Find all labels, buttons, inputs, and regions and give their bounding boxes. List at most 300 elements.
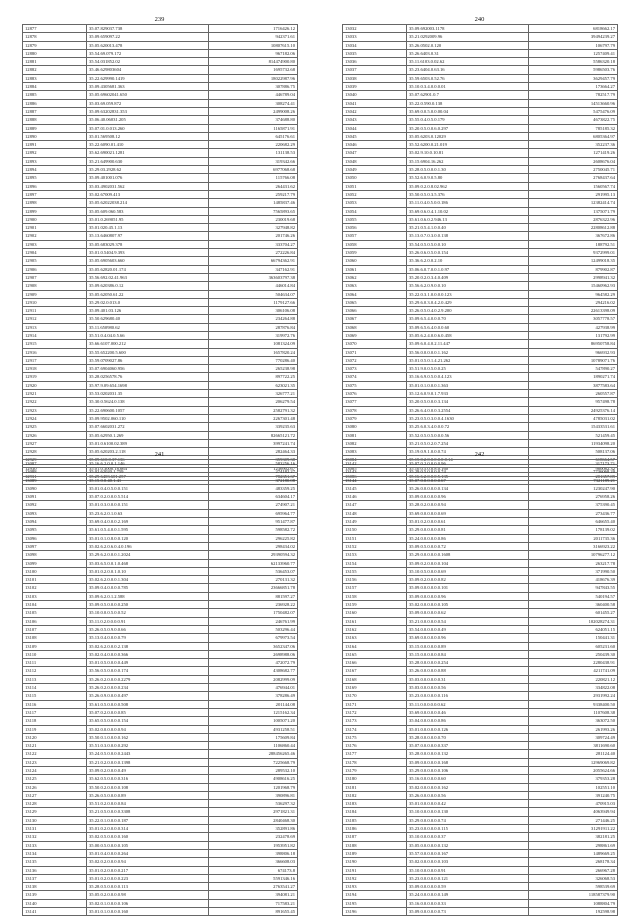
table-row — [23, 74, 298, 82]
code-cell: 35.11.0.4.0.5.0.0.186 — [407, 199, 529, 207]
row-id-cell: 13185 — [343, 816, 407, 824]
table-row — [343, 725, 618, 733]
amount-cell: 957498.78 — [529, 398, 618, 406]
table-row — [23, 33, 298, 41]
row-id-cell: 13087 — [23, 460, 87, 468]
amount-cell: 150441.31 — [529, 634, 618, 642]
row-id-cell: 13102 — [23, 584, 87, 592]
row-id-cell: 13080 — [343, 423, 407, 431]
table-row — [23, 468, 298, 476]
table-row — [23, 439, 298, 447]
table-row — [343, 282, 618, 290]
table-row — [23, 501, 298, 509]
amount-cell: 1230247.90 — [529, 484, 618, 492]
code-cell: 35.54.0.5.0.5.0.0.10 — [407, 240, 529, 248]
row-id-cell: 13091 — [23, 493, 87, 501]
table-row — [23, 265, 298, 273]
amount-cell: 232478.69 — [209, 833, 298, 841]
table-row — [23, 414, 298, 422]
amount-cell: 1005071.20 — [209, 717, 298, 725]
row-id-cell: 13095 — [23, 526, 87, 534]
code-cell: 35.01.0.3000.18.664 — [87, 464, 209, 472]
code-cell: 35.29.0.0.0.0.0.0.81 — [407, 526, 529, 534]
amount-cell: 289532.10 — [209, 766, 298, 774]
row-id-cell: 12924 — [23, 414, 87, 422]
table-row — [343, 74, 618, 82]
amount-cell: 3997241.74 — [209, 439, 298, 447]
code-cell: 35.11.650980.62 — [87, 323, 209, 331]
amount-cell: 10807615.10 — [209, 41, 298, 49]
table-row — [343, 25, 618, 33]
row-id-cell: 13146 — [343, 493, 407, 501]
row-id-cell: 13068 — [343, 323, 407, 331]
table-row — [23, 518, 298, 526]
code-cell: 35.26.0.0.0.0.0.0.134 — [407, 484, 529, 492]
code-cell: 35.52.6200.0.21.019 — [407, 141, 529, 149]
code-cell: 35.01.0.2.0.0.0.0.223 — [87, 874, 209, 882]
row-id-cell: 13157 — [343, 584, 407, 592]
row-id-cell: 13067 — [343, 315, 407, 323]
code-cell: 35.56.0.0.0.0.0.1.162 — [407, 348, 529, 356]
row-id-cell: 12900 — [23, 215, 87, 223]
code-cell: 35.09.0.0.0.0.0.0.96 — [407, 493, 529, 501]
page-240 — [342, 16, 617, 481]
amount-cell: 39494239.27 — [529, 33, 618, 41]
table-row — [343, 609, 618, 617]
code-cell: 35.59.0709027.86 — [87, 356, 209, 364]
table-row — [343, 49, 618, 57]
table-row — [343, 816, 618, 824]
amount-cell: 178139.02 — [529, 526, 618, 534]
code-cell: 35.05.620203.2.118 — [87, 448, 209, 456]
table-row — [23, 733, 298, 741]
table-row — [343, 190, 618, 198]
row-id-cell: 12925 — [23, 423, 87, 431]
row-id-cell: 12906 — [23, 265, 87, 273]
row-id-cell: 13144 — [343, 476, 407, 484]
amount-cell: 2768437.64 — [529, 174, 618, 182]
amount-cell: 339235.63 — [209, 423, 298, 431]
table-row — [343, 908, 618, 916]
table-row — [23, 149, 298, 157]
table-row — [23, 116, 298, 124]
code-cell: 35.16.6.2.0.0.1.146 — [87, 460, 209, 468]
row-id-cell: 13178 — [343, 758, 407, 766]
code-cell: 35.02.0.0.0.0.0.0.105 — [407, 601, 529, 609]
table-row — [23, 199, 298, 207]
table-row — [23, 534, 298, 542]
code-cell: 35.25.6.0.3.4.0.0.0.72 — [407, 423, 529, 431]
amount-cell: 583256.16 — [209, 460, 298, 468]
amount-cell: 605231.60 — [529, 642, 618, 650]
amount-cell: 271446.25 — [529, 816, 618, 824]
code-cell: 35.23.0.0.0.0.0.0.115 — [407, 825, 529, 833]
row-id-cell: 13110 — [23, 650, 87, 658]
code-cell: 35.04.0.0.0.0.0.0.86 — [407, 717, 529, 725]
table-row — [343, 476, 618, 484]
table-row — [343, 66, 618, 74]
amount-cell: 770286.40 — [209, 356, 298, 364]
amount-cell: 1106860.44 — [209, 742, 298, 750]
code-cell: 35.05.62950.1.269 — [87, 431, 209, 439]
code-cell: 35.01.0.5404.9.393 — [87, 249, 209, 257]
row-id-cell: 13147 — [343, 501, 407, 509]
row-id-cell: 13042 — [343, 107, 407, 115]
code-cell: 35.22.629990.1419 — [87, 74, 209, 82]
table-row — [23, 567, 298, 575]
row-id-cell: 13057 — [343, 232, 407, 240]
row-id-cell: 12914 — [23, 331, 87, 339]
table-row — [343, 625, 618, 633]
amount-cell: 951477.87 — [209, 518, 298, 526]
table-row — [23, 83, 298, 91]
table-row — [343, 501, 618, 509]
table-row — [343, 116, 618, 124]
code-cell: 35.05.6905603.660 — [87, 257, 209, 265]
amount-cell: 268178.34 — [529, 858, 618, 866]
row-id-cell: 12917 — [23, 356, 87, 364]
code-cell: 35.09.6.5.6.4.0.0.0.60 — [407, 323, 529, 331]
amount-cell: 4211741.09 — [529, 667, 618, 675]
amount-cell: 785185.32 — [529, 124, 618, 132]
row-id-cell: 13125 — [23, 775, 87, 783]
row-id-cell: 13107 — [23, 625, 87, 633]
code-cell: 35.16.6.9.0.5.0.0.4.123 — [407, 373, 529, 381]
row-id-cell: 13048 — [343, 157, 407, 165]
amount-cell: 2750045.71 — [529, 166, 618, 174]
code-cell: 35.28.0.5.0.0.0.1.30 — [407, 166, 529, 174]
amount-cell: 288456265.46 — [209, 750, 298, 758]
table-row — [23, 526, 298, 534]
code-cell: 35.28.0.2.0.0.0.0.94 — [407, 501, 529, 509]
amount-cell: 674173.8 — [209, 866, 298, 874]
code-cell: 35.20.0.5.0.0.0.3.134 — [407, 398, 529, 406]
amount-cell: 319342.66 — [209, 157, 298, 165]
row-id-cell: 13130 — [23, 816, 87, 824]
table-row — [23, 899, 298, 907]
amount-cell: 966932.93 — [529, 348, 618, 356]
table-row — [343, 891, 618, 899]
table-row — [23, 675, 298, 683]
table-row — [343, 398, 618, 406]
amount-cell: 374688.80 — [209, 116, 298, 124]
code-cell: 35.09.0.2.0.0.0.0.49 — [87, 766, 209, 774]
row-id-cell: 13143 — [343, 468, 407, 476]
table-row — [23, 684, 298, 692]
row-id-cell: 12909 — [23, 290, 87, 298]
row-id-cell: 13051 — [343, 182, 407, 190]
amount-cell: 131792.99 — [529, 331, 618, 339]
row-id-cell: 13133 — [23, 841, 87, 849]
table-row — [23, 609, 298, 617]
amount-cell: 9338400.50 — [529, 700, 618, 708]
row-id-cell: 13137 — [23, 874, 87, 882]
code-cell: 35.29.0.0.0.0.0.0.1608 — [407, 551, 529, 559]
code-cell: 35.09.0.5.0.0.0.0.250 — [87, 601, 209, 609]
row-id-cell: 13052 — [343, 190, 407, 198]
table-row — [343, 423, 618, 431]
row-id-cell: 13152 — [343, 542, 407, 550]
row-id-cell: 12898 — [23, 199, 87, 207]
amount-cell: 259217.79 — [209, 190, 298, 198]
row-id-cell: 13182 — [343, 791, 407, 799]
row-id-cell: 12910 — [23, 298, 87, 306]
amount-cell: 5586320.18 — [529, 58, 618, 66]
code-cell: 35.52.0.5.0.5.0.0.0.56 — [407, 431, 529, 439]
table-row — [23, 584, 298, 592]
amount-cell: 264431.62 — [209, 182, 298, 190]
amount-cell: 82665121.72 — [209, 431, 298, 439]
row-id-cell: 12928 — [23, 448, 87, 456]
amount-cell: 352891.86 — [209, 825, 298, 833]
code-cell: 35.10.0.0.0.5.0.0.52 — [87, 609, 209, 617]
amount-cell: 814474900.80 — [209, 58, 298, 66]
table-row — [343, 331, 618, 339]
code-cell: 35.19.0.9.1.0.0.0.74 — [407, 448, 529, 456]
amount-cell: 3652347.06 — [209, 642, 298, 650]
row-id-cell: 12888 — [23, 116, 87, 124]
row-id-cell: 13070 — [343, 340, 407, 348]
code-cell: 35.05.62820.01.174 — [87, 265, 209, 273]
row-id-cell: 13032 — [343, 25, 407, 33]
table-row — [23, 25, 298, 33]
row-id-cell: 13066 — [343, 307, 407, 315]
row-id-cell: 13195 — [343, 899, 407, 907]
code-cell: 35.29.02.0.013.0 — [87, 298, 209, 306]
row-id-cell: 13193 — [343, 883, 407, 891]
table-row — [23, 307, 298, 315]
code-cell: 35.05.683029.378 — [87, 240, 209, 248]
amount-cell: 601455.27 — [529, 609, 618, 617]
amount-cell: 234264.88 — [209, 315, 298, 323]
table-row — [23, 808, 298, 816]
amount-cell: 4931258.51 — [209, 725, 298, 733]
amount-cell: 296225.82 — [209, 534, 298, 542]
row-id-cell: 13140 — [23, 899, 87, 907]
table-row — [23, 190, 298, 198]
table-row — [343, 675, 618, 683]
table-row — [343, 518, 618, 526]
row-id-cell: 13039 — [343, 83, 407, 91]
amount-cell: 624051.15 — [529, 625, 618, 633]
code-cell: 35.29.6.2.0.0.0.1.2024 — [87, 551, 209, 559]
amount-cell: 106797.79 — [529, 41, 618, 49]
row-id-cell: 13138 — [23, 883, 87, 891]
row-id-cell: 12887 — [23, 107, 87, 115]
amount-cell: 363603797.38 — [209, 273, 298, 281]
code-cell: 35.01.0.2.0.0.1.0.10 — [87, 567, 209, 575]
table-row — [23, 849, 298, 857]
row-id-cell: 13044 — [343, 124, 407, 132]
amount-cell: 352237.36 — [529, 141, 618, 149]
row-id-cell: 13040 — [343, 91, 407, 99]
table-row — [343, 667, 618, 675]
row-id-cell: 13171 — [343, 700, 407, 708]
amount-cell: 12969069.82 — [529, 758, 618, 766]
table-row — [23, 476, 298, 484]
amount-cell: 472072.79 — [209, 659, 298, 667]
code-cell: 35.36.6.2.0.0.2.10 — [407, 257, 529, 265]
table-row — [343, 58, 618, 66]
code-cell: 35.01.569508.12 — [87, 132, 209, 140]
code-cell: 35.01.0.0.0.0.0.0.42 — [407, 800, 529, 808]
code-cell: 35.09.0.5.0.0.0.0.72 — [407, 542, 529, 550]
code-cell: 35.62.0.5.0.0.0.0.316 — [87, 775, 209, 783]
row-id-cell: 13037 — [343, 66, 407, 74]
amount-cell: 15433531.61 — [529, 423, 618, 431]
data-table — [22, 459, 298, 916]
row-id-cell: 13049 — [343, 166, 407, 174]
amount-cell: 390896.81 — [209, 791, 298, 799]
code-cell: 35.09.4305681.363 — [87, 83, 209, 91]
code-cell: 35.55.652200.5.600 — [87, 348, 209, 356]
table-row — [23, 766, 298, 774]
table-row — [23, 800, 298, 808]
row-id-cell: 13065 — [343, 298, 407, 306]
row-id-cell: 13164 — [343, 642, 407, 650]
code-cell: 35.09.6.0.4.0.2.11.447 — [407, 340, 529, 348]
amount-cell: 366608.03 — [209, 858, 298, 866]
code-cell: 35.26.0.5.0.4.0.2.9.200 — [407, 307, 529, 315]
row-id-cell: 12889 — [23, 124, 87, 132]
table-row — [23, 891, 298, 899]
code-cell: 35.09.620386.0.12 — [87, 282, 209, 290]
code-cell: 35.07.0.0.0.0.0.0.337 — [407, 742, 529, 750]
row-id-cell: 13101 — [23, 576, 87, 584]
code-cell: 35.16.0.0.0.0.0.0.33 — [407, 899, 529, 907]
table-row — [343, 800, 618, 808]
table-row — [23, 908, 298, 916]
row-id-cell: 13097 — [23, 542, 87, 550]
code-cell: 35.59.6503.0.52.76 — [407, 74, 529, 82]
amount-cell: 230019.68 — [209, 215, 298, 223]
row-id-cell: 13047 — [343, 149, 407, 157]
row-id-cell: 13055 — [343, 215, 407, 223]
table-row — [23, 298, 298, 306]
amount-cell: 2582791.32 — [209, 406, 298, 414]
table-row — [23, 174, 298, 182]
row-id-cell: 13122 — [23, 750, 87, 758]
amount-cell: 274182.27 — [209, 468, 298, 476]
row-id-cell: 13186 — [343, 825, 407, 833]
amount-cell: 276958.26 — [529, 493, 618, 501]
amount-cell: 476944.01 — [209, 684, 298, 692]
amount-cell: 2971821.31 — [209, 808, 298, 816]
code-cell: 35.26.0502.0.120 — [407, 41, 529, 49]
code-cell: 35.07.6602031.272 — [87, 423, 209, 431]
code-cell: 35.07.6904060.956 — [87, 365, 209, 373]
row-id-cell: 13121 — [23, 742, 87, 750]
amount-cell: 250439.30 — [529, 650, 618, 658]
amount-cell: 307886.75 — [209, 83, 298, 91]
table-row — [343, 783, 618, 791]
row-id-cell: 12883 — [23, 74, 87, 82]
page-239 — [22, 16, 297, 481]
code-cell: 35.50.0.5.0.3.5.376 — [407, 190, 529, 198]
row-id-cell: 12920 — [23, 381, 87, 389]
row-id-cell: 13127 — [23, 791, 87, 799]
row-id-cell: 13054 — [343, 207, 407, 215]
code-cell: 35.23.0.5.0.3.0.0.4.1630 — [407, 414, 529, 422]
code-cell: 35.09.0.0.0.0.0.0.101 — [407, 584, 529, 592]
row-id-cell: 12882 — [23, 66, 87, 74]
table-row — [23, 791, 298, 799]
row-id-cell: 12896 — [23, 182, 87, 190]
amount-cell: 372180.08 — [209, 476, 298, 484]
amount-cell: 201746.26 — [209, 232, 298, 240]
row-id-cell: 12927 — [23, 439, 87, 447]
row-id-cell: 13120 — [23, 733, 87, 741]
amount-cell: 24925376.14 — [529, 406, 618, 414]
row-id-cell: 12881 — [23, 58, 87, 66]
amount-cell: 298434.02 — [209, 542, 298, 550]
code-cell: 35.09.0.2.0.0.0.0.82 — [407, 576, 529, 584]
row-id-cell: 13081 — [343, 431, 407, 439]
row-id-cell: 12929 — [23, 456, 87, 464]
table-row — [23, 249, 298, 257]
amount-cell: 891655.45 — [209, 908, 298, 916]
amount-cell: 1257409.41 — [529, 49, 618, 57]
code-cell: 35.97.9.09.654.1698 — [87, 381, 209, 389]
table-row — [343, 315, 618, 323]
amount-cell: 717583.21 — [209, 899, 298, 907]
amount-cell: 5475476.09 — [529, 107, 618, 115]
page-number: 239 — [154, 16, 165, 23]
row-id-cell: 13033 — [343, 33, 407, 41]
code-cell: 35.56.0.5.0.0.0.0.174 — [87, 667, 209, 675]
amount-cell: 942371.61 — [209, 33, 298, 41]
table-row — [23, 642, 298, 650]
table-row — [23, 107, 298, 115]
row-id-cell: 12902 — [23, 232, 87, 240]
table-row — [343, 849, 618, 857]
row-id-cell: 13176 — [343, 742, 407, 750]
amount-cell: 470915.03 — [529, 800, 618, 808]
row-id-cell: 13151 — [343, 534, 407, 542]
amount-cell: 31291911.22 — [529, 825, 618, 833]
table-row — [23, 381, 298, 389]
table-row — [343, 91, 618, 99]
amount-cell: 2840468.30 — [209, 816, 298, 824]
amount-cell: 2876322.96 — [529, 215, 618, 223]
table-row — [343, 742, 618, 750]
table-row — [23, 141, 298, 149]
amount-cell: 367672.86 — [529, 232, 618, 240]
code-cell: 35.21.0.5.0.0.0.0.3308 — [87, 808, 209, 816]
row-id-cell: 13096 — [23, 534, 87, 542]
data-table — [342, 24, 618, 481]
row-id-cell: 12907 — [23, 273, 87, 281]
code-cell: 35.09.0.0.0.0.0.0.168 — [407, 758, 529, 766]
amount-cell: 6805364.97 — [529, 132, 618, 140]
amount-cell: 1081324.09 — [209, 340, 298, 348]
code-cell: 35.01.0.1.0.8.0.0.120 — [87, 534, 209, 542]
table-row — [343, 841, 618, 849]
code-cell: 35.05.69602041.650 — [87, 91, 209, 99]
table-row — [23, 493, 298, 501]
code-cell: 35.09.0.0.0.0.0.0.96 — [407, 592, 529, 600]
amount-cell: 236928.22 — [209, 601, 298, 609]
code-cell: 35.20.0.5.0.0.6.0.297 — [407, 124, 529, 132]
table-row — [23, 874, 298, 882]
amount-cell: 7565893.65 — [209, 207, 298, 215]
table-row — [343, 107, 618, 115]
code-cell: 35.23.6404.0.63.16 — [407, 66, 529, 74]
table-row — [343, 617, 618, 625]
row-id-cell: 12913 — [23, 323, 87, 331]
amount-cell: 2608676.04 — [529, 157, 618, 165]
row-id-cell: 13053 — [343, 199, 407, 207]
